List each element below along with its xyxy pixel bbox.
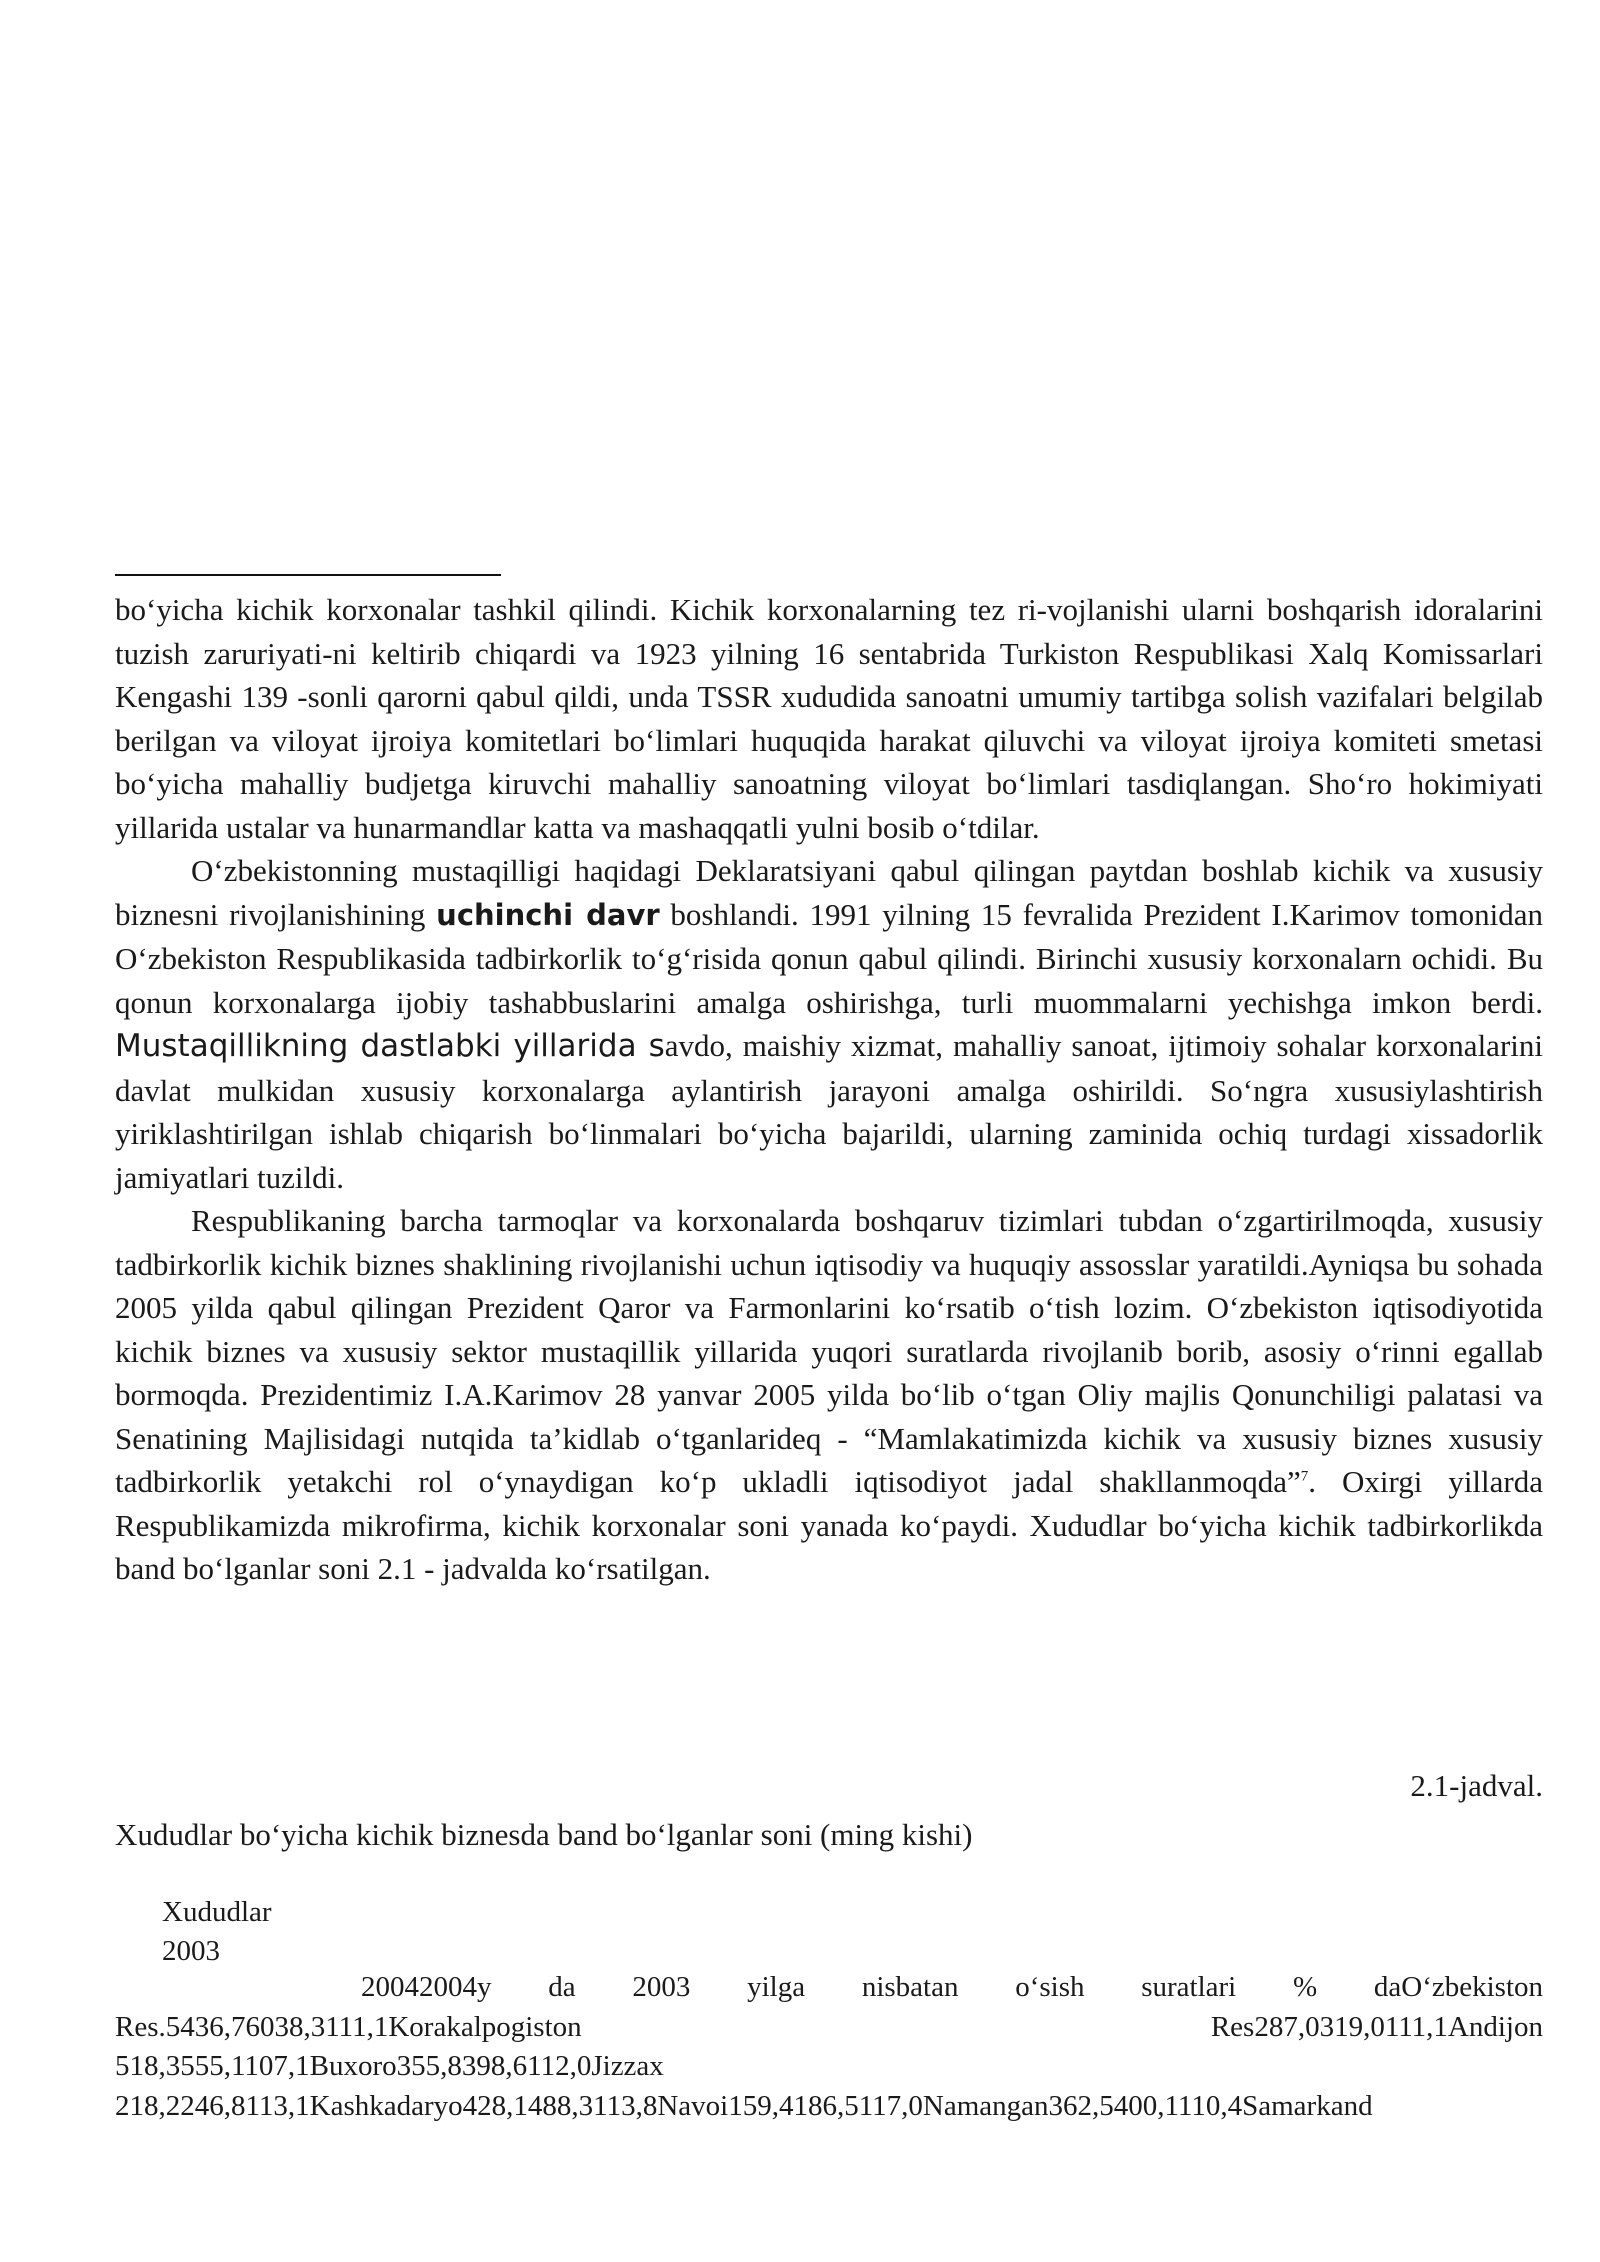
paragraph-3: [115, 1199, 1543, 1591]
table-line: 518,3555,1107,1Buxoro355,8398,6112,0Jizzax: [115, 2050, 664, 2082]
table-number-label: 2.1-jadval.: [1410, 1768, 1543, 1803]
paragraph-1: bo‘yicha kichik korxonalar tashkil qilindi. Kichik korxonalarning tez ri-vojlanishi ularni boshqarish idoralarini tuzish zaruriyati-ni keltirib chiqardi va 1923 yilning 16 sentabrida Turkiston Respublikasi Xalq Komissarlari Kengashi 139 -sonli qarorni qabul qildi, unda TSSR xududida sanoatni umumiy tartibga solish vazifalari belgilab berilgan va viloyat ijroiya komitetlari bo‘limlari huquqida harakat qiluvchi va viloyat ijroiya komiteti smetasi bo‘yicha mahalliy budjetga kiruvchi mahalliy sanoatning viloyat bo‘limlari tasdiqlangan. Sho‘ro hokimiyati yillarida ustalar va hunarmandlar katta va mashaqqatli yulni bosib o‘tdilar.: [115, 592, 1543, 845]
paragraph-2-text-a: O‘zbekistonning mustaqilligi haqidagi Deklaratsiyani qabul qilingan paytdan boshlab kichik va xususiy biznesni rivojlanishining: [115, 853, 1543, 932]
paragraph-2-text-c: avdo, maishiy xizmat, mahalliy sanoat, ijtimoiy sohalar korxonalarini davlat mulkidan xususiy korxonalarga aylantirish jarayoni amalga oshirildi. So‘ngra xususiylashtirish yiriklashtirilgan ishlab chiqarish bo‘linmalari bo‘yicha bajarildi, ularning zaminida ochiq turdagi xissadorlik jamiyatlari tuzildi.: [115, 1028, 1543, 1195]
emphasis-third-period: uchinchi davr: [436, 897, 660, 932]
table-content: [115, 1968, 1543, 2126]
table-header: [162, 1893, 272, 1971]
paragraph-2-text-b: boshlandi. 1991 yilning 15 fevralida Prezident I.Karimov tomonidan O‘zbekiston Respublikasida tadbirkorlik to‘g‘risida qonun qabul qilindi. Birinchi xususiy korxonalarn ochidi. Bu qonun korxonalarga ijobiy tashabbuslarini amalga oshirishga, turli muommalarni yechishga imkon berdi.: [115, 896, 1543, 1020]
footnote-reference: 7: [1300, 1468, 1309, 1485]
footnote-separator-line: [115, 574, 501, 576]
paragraph-2-sans-fragment: Mustaqillikning dastlabki yillarida s: [115, 1028, 665, 1064]
table-title: Xududlar bo‘yicha kichik biznesda band bo‘lganlar soni (ming kishi): [115, 1817, 973, 1852]
table-line: Res.5436,76038,3111,1Korakalpogiston Res287,0319,0111,1Andijon: [115, 2010, 1543, 2043]
paragraph-3-text-a: Respublikaning barcha tarmoqlar va korxonalarda boshqaruv tizimlari tubdan o‘zgartirilmoqda, xususiy tadbirkorlik kichik biznes shaklining rivojlanishi uchun iqtisodiy va huquqiy assosslar yaratildi.Ayniqsa bu sohada 2005 yilda qabul qilingan Prezident Qaror va Farmonlarini ko‘rsatib o‘tish lozim. O‘zbekiston iqtisodiyotida kichik biznes va xususiy sektor mustaqillik yillarida yuqori suratlarda rivojlanib borib, asosiy o‘rinni egallab bormoqda. Prezidentimiz I.A.Karimov 28 yanvar 2005 yilda bo‘lib o‘tgan Oliy majlis Qonunchiligi palatasi va Senatining Majlisidagi nutqida ta’kidlab o‘tganlarideq - “Mamlakatimizda kichik va xususiy biznes xususiy tadbirkorlik yetakchi rol o‘ynaydigan ko‘p ukladli iqtisodiyot jadal shakllanmoqda”: [115, 1203, 1543, 1499]
table-header-regions: Xududlar: [162, 1896, 272, 1928]
paragraph-2: [115, 849, 1543, 1199]
table-line: 218,2246,8113,1Kashkadaryo428,1488,3113,8Navoi159,4186,5117,0Namangan362,5400,1110,4Samarkand: [115, 2089, 1373, 2122]
table-header-year-2003: 2003: [162, 1935, 220, 1967]
body-text: [115, 588, 1543, 1591]
table-line: 20042004y da 2003 yilga nisbatan o‘sish suratlari % daO‘zbekiston: [361, 1971, 1543, 2003]
paragraph-3-text-b: . Oxirgi yillarda Respublikamizda mikrofirma, kichik korxonalar soni yanada ko‘paydi. Xududlar bo‘yicha kichik tadbirkorlikda band bo‘lganlar soni 2.1 - jadvalda ko‘rsatilgan.: [115, 1464, 1543, 1586]
